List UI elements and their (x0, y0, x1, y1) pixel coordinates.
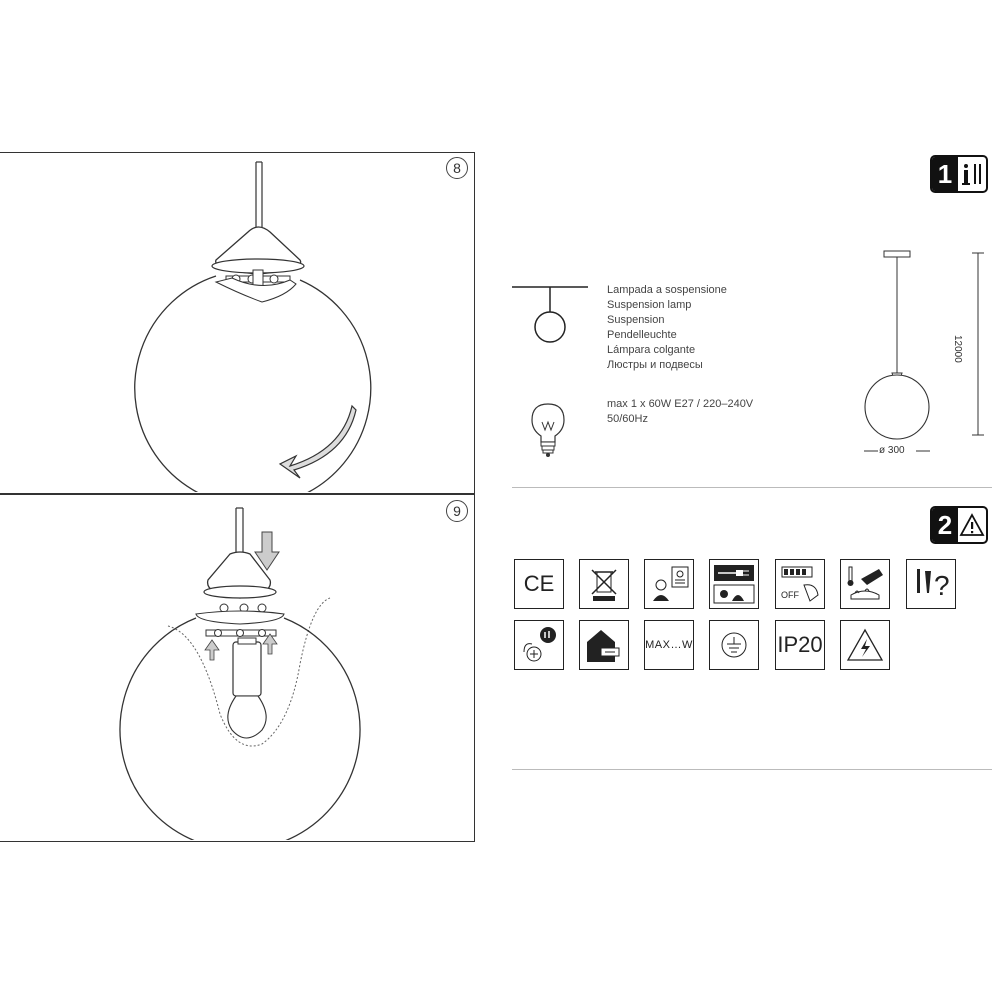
bulb-spec (607, 397, 753, 427)
product-name-it: Lampada a sospensione (607, 284, 727, 296)
suspension-lamp-symbol (510, 282, 590, 352)
warning-icon (958, 508, 986, 542)
product-name-ru: Люстры и подвесы (607, 359, 703, 371)
hot-surface-icon (840, 559, 890, 609)
ip-rating-icon (775, 620, 825, 670)
tools-help-icon (906, 559, 956, 609)
max-wattage-text: MAX…W (645, 639, 693, 651)
electric-hazard-icon (840, 620, 890, 670)
info-tools-icon (958, 157, 986, 191)
step-9-illustration (0, 494, 474, 840)
power-off-icon (775, 559, 825, 609)
divider-2 (512, 769, 992, 770)
section-2-badge (930, 506, 988, 544)
product-names (607, 283, 727, 373)
bulb-icon (528, 402, 568, 458)
earth-ground-icon (709, 620, 759, 670)
section-number-2: 2 (932, 508, 958, 542)
off-label: OFF (781, 590, 799, 600)
weee-bin-icon (579, 559, 629, 609)
product-name-es: Lámpara colgante (607, 344, 696, 356)
section-number-1: 1 (932, 157, 958, 191)
product-name-en: Suspension lamp (607, 299, 692, 311)
ce-mark-text: CE (523, 571, 555, 596)
unplug-icon (709, 559, 759, 609)
bulb-spec-text: max 1 x 60W E27 / 220–240V (607, 398, 754, 410)
indoor-use-icon (579, 620, 629, 670)
height-dimension: 12000 (952, 335, 963, 363)
class-ii-install-icon (514, 620, 564, 670)
divider-1 (512, 487, 992, 488)
max-wattage-icon (644, 620, 694, 670)
dimension-drawing (856, 245, 996, 465)
step-number-9: 9 (446, 500, 468, 522)
product-name-de: Pendelleuchte (607, 329, 677, 341)
qualified-installer-icon (644, 559, 694, 609)
svg-text:?: ? (934, 570, 950, 601)
step-8-illustration (0, 152, 474, 492)
ce-mark-icon (514, 559, 564, 609)
ip-rating-text: IP20 (777, 632, 823, 657)
diameter-dimension: ø 300 (879, 445, 905, 456)
step-number-8: 8 (446, 157, 468, 179)
product-name-fr: Suspension (607, 314, 665, 326)
frequency-text: 50/60Hz (607, 413, 648, 425)
section-1-badge (930, 155, 988, 193)
